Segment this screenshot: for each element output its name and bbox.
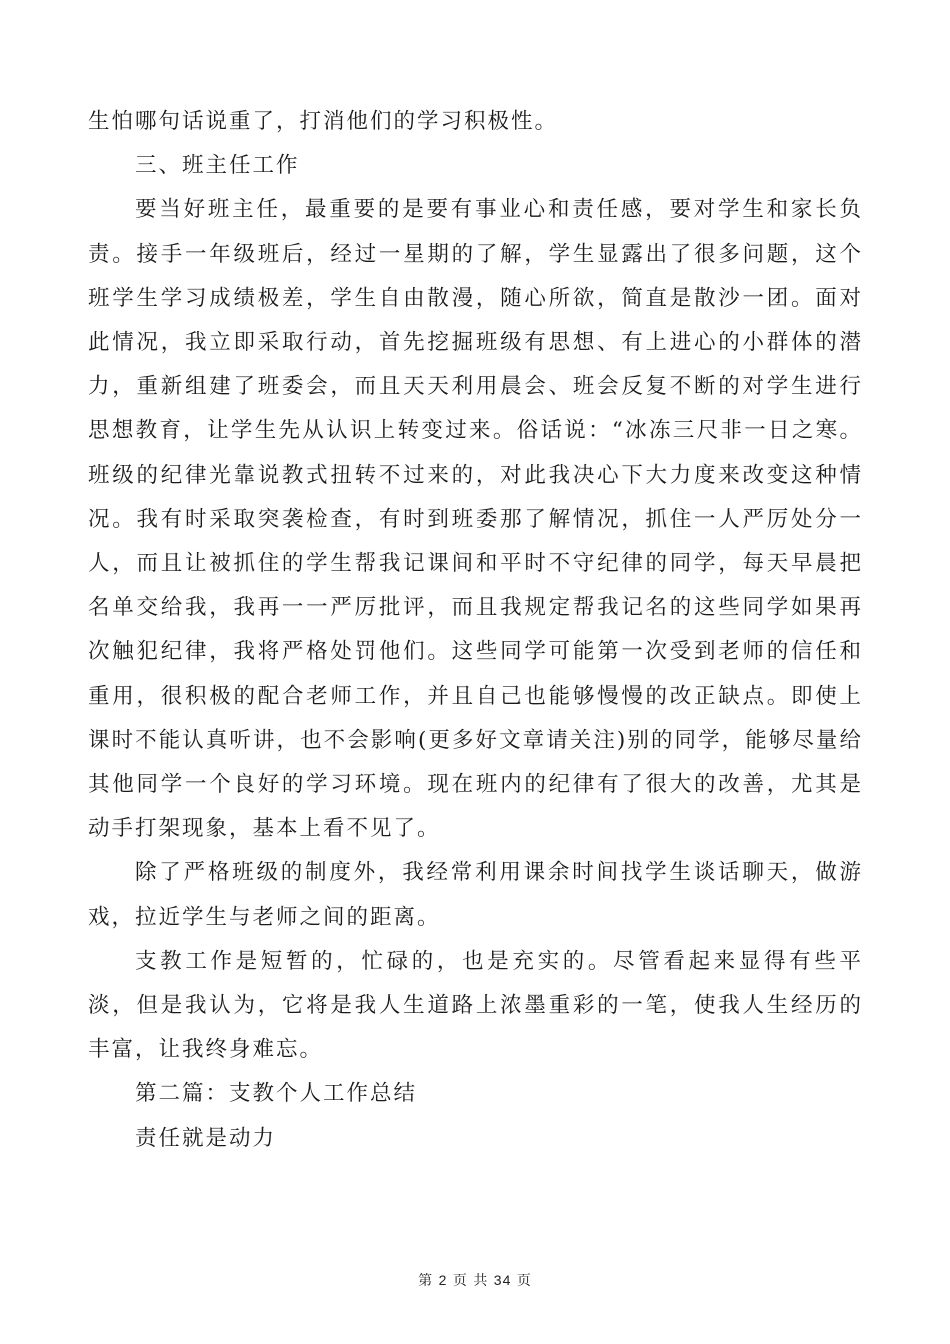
footer-prefix: 第 (418, 1273, 434, 1289)
section-heading: 三、班主任工作 (135, 153, 300, 179)
paragraph: 要当好班主任，最重要的是要有事业心和责任感，要对学生和家长负责。接手一年级班后，经过一星期的了解，学生显露出了很多问题，这个班学生学习成绩极差，学生自由散漫，随心所欲，简直是散沙一团。面对此情况，我立即采取行动，首先挖掘班级有思想、有上进心的小群体的潜力，重新组建了班委会，而且天天利用晨会、班会反复不断的对学生进行思想教育，让学生先从认识上转变过来。俗话说：“冰冻三尺非一日之寒。班级的纪律光靠说教式扭转不过来的，对此我决心下大力度来改变这种情况。我有时采取突袭检查，有时到班委那了解情况，抓住一人严厉处分一人，而且让被抓住的学生帮我记课间和平时不守纪律的同学，每天早晨把名单交给我，我再一一严厉批评，而且我规定帮我记名的这些同学如果再次触犯纪律，我将严格处罚他们。这些同学可能第一次受到老师的信任和重用，很积极的配合老师工作，并且自己也能够慢慢的改正缺点。即使上课时不能认真听讲，也不会影响(更多好文章请关注)别的同学，能够尽量给其他同学一个良好的学习环境。现在班内的纪律有了很大的改善，尤其是动手打架现象，基本上看不见了。 (88, 197, 863, 842)
paragraph: 除了严格班级的制度外，我经常利用课余时间找学生谈话聊天，做游戏，拉近学生与老师之间的距离。 (88, 860, 863, 930)
page-footer (0, 1270, 950, 1290)
chapter-heading: 第二篇：支教个人工作总结 (135, 1081, 418, 1107)
footer-suffix: 页 (516, 1273, 532, 1289)
footer-middle: 页 共 (452, 1273, 489, 1289)
paragraph: 支教工作是短暂的，忙碌的，也是充实的。尽管看起来显得有些平淡，但是我认为，它将是我人生道路上浓墨重彩的一笔，使我人生经历的丰富，让我终身难忘。 (88, 948, 863, 1063)
total-page-count: 34 (493, 1272, 512, 1288)
document-body (88, 100, 863, 1161)
current-page-number: 2 (438, 1272, 448, 1288)
subheading: 责任就是动力 (135, 1125, 277, 1151)
paragraph: 生怕哪句话说重了，打消他们的学习积极性。 (88, 109, 559, 134)
